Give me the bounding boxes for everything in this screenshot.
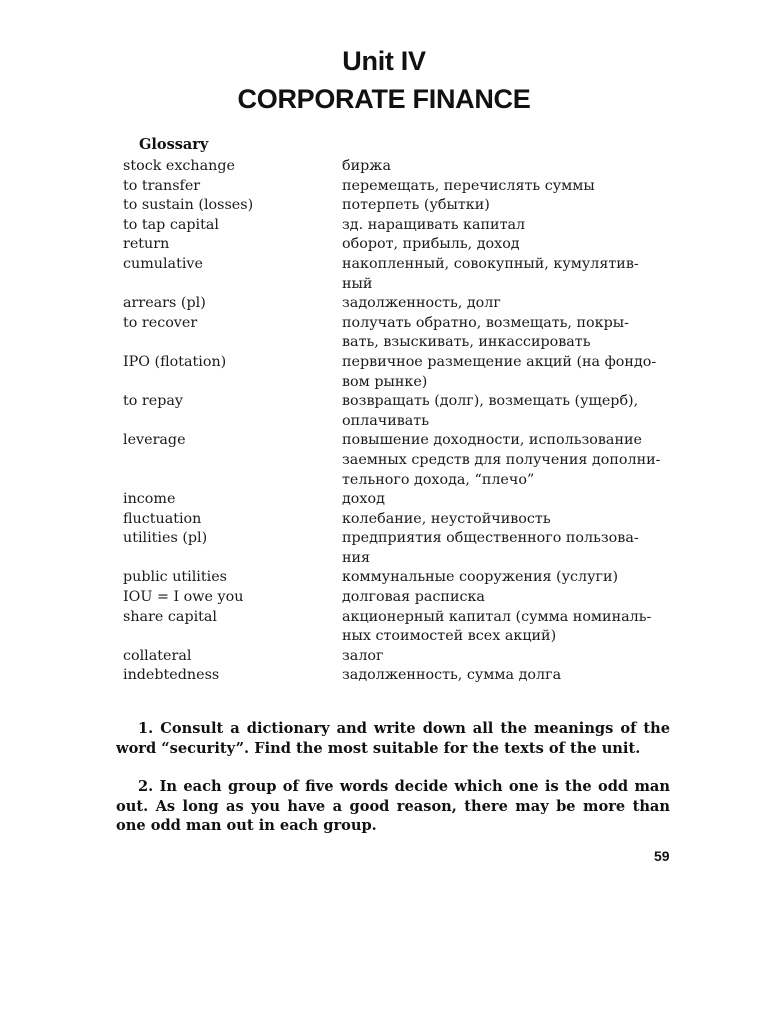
- glossary-term: leverage: [123, 432, 186, 449]
- glossary-definition: оборот, прибыль, доход: [342, 236, 520, 253]
- glossary-term: to repay: [123, 393, 183, 410]
- exercise-2: [116, 777, 670, 836]
- glossary-definition: колебание, неустойчивость: [342, 510, 551, 527]
- glossary-definition: повышение доходности, использование заемных средств для получения дополни- тельного дохода, “плечо”: [342, 432, 661, 488]
- glossary-definition: зд. наращивать капитал: [342, 216, 526, 233]
- glossary-definition: биржа: [342, 158, 391, 174]
- glossary-definition: возвращать (долг), возмещать (ущерб), оплачивать: [342, 393, 639, 429]
- glossary-row: [123, 177, 683, 197]
- unit-number-heading: Unit IV: [342, 46, 426, 76]
- glossary-term: to transfer: [123, 177, 201, 194]
- glossary-definition: залог: [342, 647, 384, 664]
- glossary-definition: коммунальные сооружения (услуги): [342, 569, 619, 586]
- glossary-row: [123, 666, 683, 686]
- glossary-definition: перемещать, перечислять суммы: [342, 177, 595, 194]
- glossary-term: collateral: [123, 647, 192, 664]
- glossary-row: [123, 255, 683, 294]
- glossary-term: return: [123, 236, 170, 253]
- glossary-term: arrears (pl): [123, 295, 206, 312]
- glossary-definition: предприятия общественного пользова- ния: [342, 530, 639, 566]
- glossary-term: share capital: [123, 608, 218, 625]
- glossary-row: [123, 490, 683, 510]
- glossary-term: cumulative: [123, 255, 203, 272]
- glossary-definition: задолженность, долг: [342, 295, 501, 312]
- glossary-term: IPO (flotation): [123, 353, 227, 370]
- unit-subject-heading: CORPORATE FINANCE: [237, 84, 531, 114]
- glossary-definition: накопленный, совокупный, кумулятив- ный: [342, 255, 639, 292]
- glossary-term: income: [123, 491, 176, 508]
- glossary-row: [123, 216, 683, 236]
- glossary-row: [123, 431, 683, 490]
- glossary-row: [123, 608, 683, 647]
- glossary-definition: задолженность, сумма долга: [342, 667, 562, 684]
- glossary-row: [123, 647, 683, 667]
- glossary-term: IOU = I owe you: [123, 589, 244, 606]
- glossary-term: to tap capital: [123, 216, 219, 233]
- glossary-definition: акционерный капитал (сумма номиналь- ных стоимостей всех акций): [342, 608, 652, 645]
- glossary-row: [123, 314, 683, 353]
- glossary-term: indebtedness: [123, 667, 220, 684]
- glossary-row: [123, 529, 683, 568]
- glossary-row: [123, 392, 683, 431]
- glossary-term: stock exchange: [123, 158, 235, 174]
- exercise-1: [116, 719, 670, 758]
- glossary-term: utilities (pl): [123, 530, 208, 547]
- page-number: 59: [654, 848, 670, 864]
- glossary-row: [123, 588, 683, 608]
- glossary-definition: получать обратно, возмещать, покры- вать, взыскивать, инкассировать: [342, 314, 629, 351]
- glossary-term: public utilities: [123, 569, 227, 586]
- glossary-heading: Glossary: [139, 136, 209, 153]
- exercise-1-text: 1. Consult a dictionary and write down all the meanings of the word “security”. Find the most suitable for the texts of the unit.: [116, 720, 670, 757]
- glossary-definition: доход: [342, 491, 385, 508]
- glossary-row: [123, 568, 683, 588]
- glossary-row: [123, 157, 683, 177]
- glossary-row: [123, 294, 683, 314]
- glossary-list: [123, 157, 683, 686]
- glossary-row: [123, 235, 683, 255]
- glossary-row: [123, 353, 683, 392]
- exercise-2-text: 2. In each group of five words decide which one is the odd man out. As long as you have a good reason, there may be more than one odd man out in each group.: [116, 778, 670, 835]
- glossary-term: to recover: [123, 314, 198, 331]
- glossary-definition: долговая расписка: [342, 589, 485, 606]
- glossary-definition: потерпеть (убытки): [342, 197, 490, 214]
- glossary-row: [123, 510, 683, 530]
- glossary-term: fluctuation: [123, 510, 202, 527]
- glossary-row: [123, 196, 683, 216]
- glossary-definition: первичное размещение акций (на фондо- вом рынке): [342, 353, 657, 390]
- glossary-term: to sustain (losses): [123, 197, 254, 214]
